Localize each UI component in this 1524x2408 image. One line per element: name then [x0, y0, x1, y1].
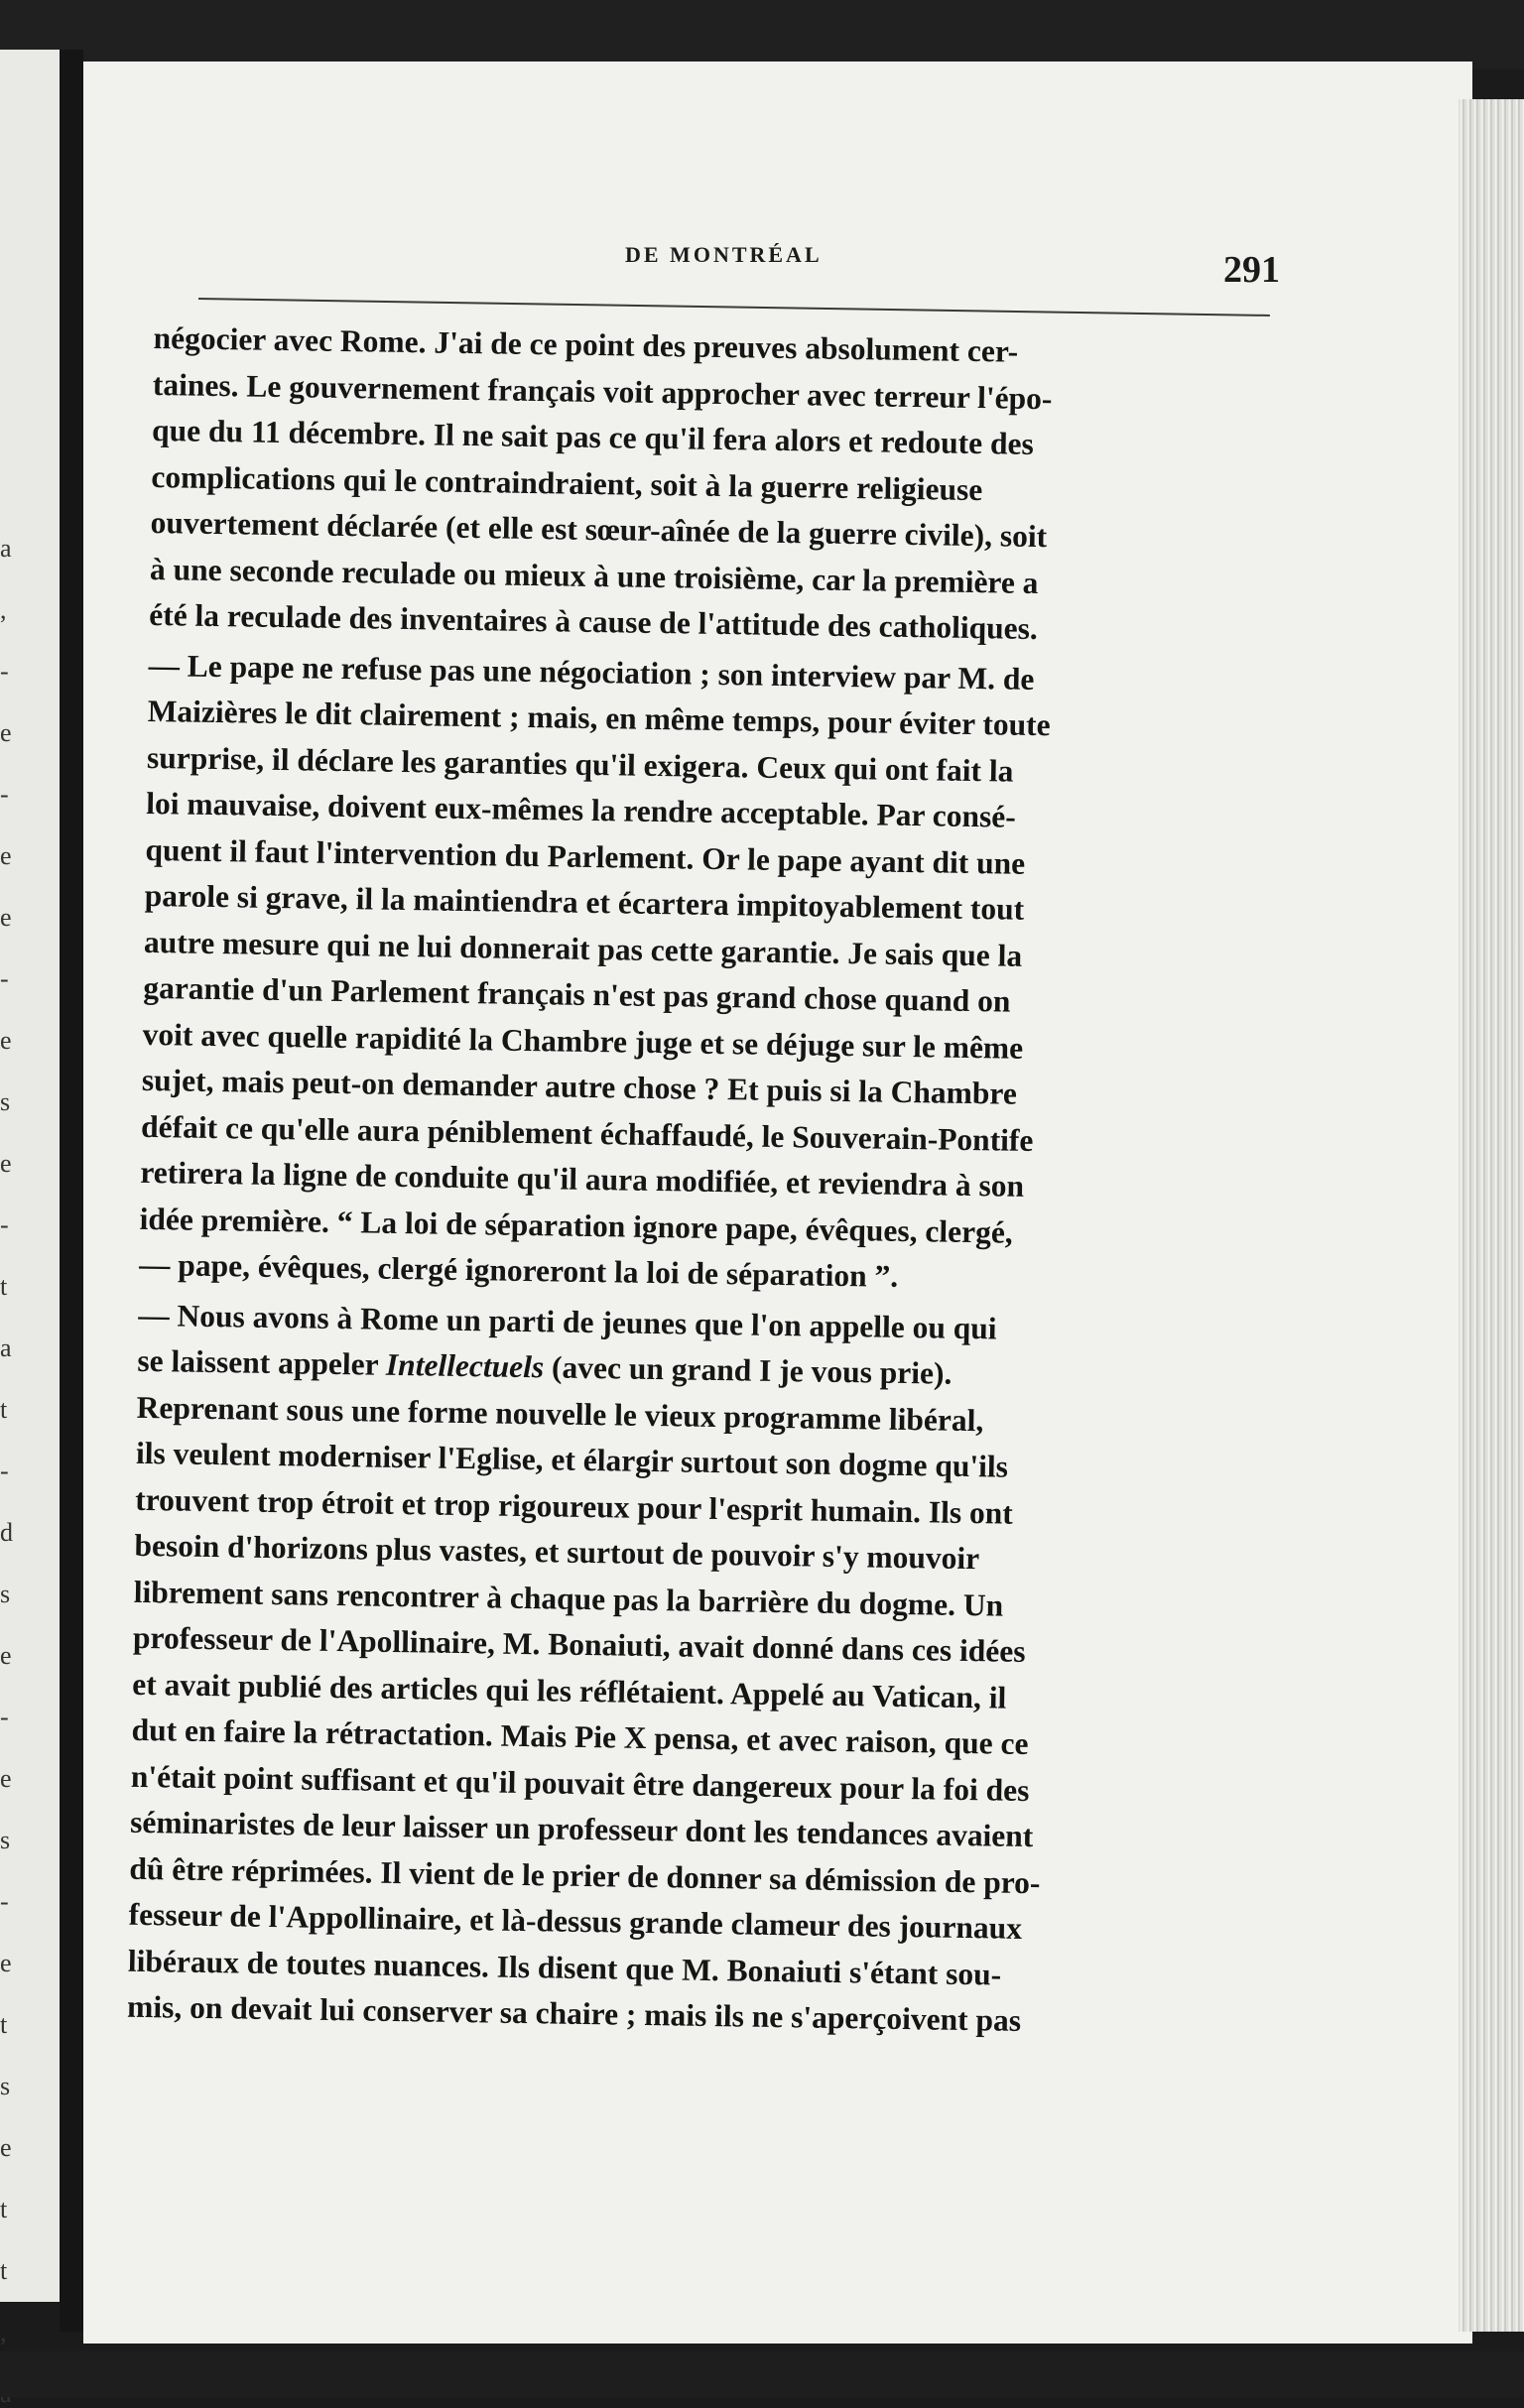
- text-line: se laissent appeler Intellectuels (avec un grand I je vous prie).: [137, 1342, 952, 1391]
- scan-background-top: [0, 0, 1524, 69]
- text-line: négocier avec Rome. J'ai de ce point des preuves absolument cer-: [153, 319, 1019, 369]
- facing-page-margin-char: s: [0, 1580, 11, 1608]
- paragraph: [127, 1292, 1255, 2048]
- facing-page-edge: [0, 50, 60, 2346]
- text-line: que du 11 décembre. Il ne sait pas ce qu'il fera alors et redoute des: [151, 412, 1035, 461]
- facing-page-margin-char: a: [0, 1333, 12, 1362]
- text-line: garantie d'un Parlement français n'est pas grand chose quand on: [143, 969, 1011, 1019]
- text-line: été la reculade des inventaires à cause de l'attitude des catholiques.: [148, 596, 1039, 647]
- running-head: DE MONTRÉAL: [625, 242, 823, 267]
- text-line: libéraux de toutes nuances. Ils disent que M. Bonaiuti s'étant sou-: [127, 1943, 1002, 1992]
- facing-page-margin-char: t: [0, 2256, 8, 2285]
- text-line: dut en faire la rétractation. Mais Pie X pensa, et avec raison, que ce: [131, 1711, 1029, 1762]
- facing-page-margin-char: ,: [0, 595, 7, 624]
- facing-page-margin-char: s: [0, 2072, 11, 2100]
- paragraph: [149, 316, 1270, 656]
- text-line: et avait publié des articles qui les réflétaient. Appelé au Vatican, il: [132, 1666, 1007, 1715]
- facing-page-margin-char: s: [0, 1826, 11, 1854]
- facing-page-margin-char: t: [0, 1395, 8, 1424]
- text-line: dû être réprimées. Il vient de le prier de donner sa démission de pro-: [129, 1850, 1041, 1900]
- facing-page-margin-char: d: [0, 1518, 13, 1547]
- text-line: à une seconde reculade ou mieux à une troisième, car la première a: [149, 551, 1039, 600]
- facing-page-margin-char: -: [0, 780, 9, 809]
- facing-page-margin-char: e: [0, 841, 12, 870]
- text-line: besoin d'horizons plus vastes, et surtout de pouvoir s'y mouvoir: [134, 1527, 980, 1577]
- facing-page-margin-char: e: [0, 718, 12, 747]
- facing-page-margin-char: t: [0, 2010, 8, 2039]
- scan-background-bottom: [0, 2351, 1524, 2397]
- text-line: Maizières le dit clairement ; mais, en même temps, pour éviter toute: [147, 693, 1051, 743]
- facing-page-margin-char: e: [0, 1949, 12, 1977]
- text-line: librement sans rencontrer à chaque pas la barrière du dogme. Un: [133, 1574, 1004, 1623]
- page-header: [189, 228, 1280, 298]
- text-line: ils veulent moderniser l'Eglise, et élargir surtout son dogme qu'ils: [135, 1435, 1009, 1484]
- facing-page-margin-char: ,: [0, 2318, 7, 2346]
- text-line: — Le pape ne refuse pas une négociation ; son interview par M. de: [148, 647, 1035, 697]
- text-line: idée première. “ La loi de séparation ignore pape, évêques, clergé,: [139, 1201, 1013, 1250]
- text-line: parole si grave, il la maintiendra et écartera impitoyablement tout: [144, 877, 1025, 927]
- facing-page-margin-char: s: [0, 1087, 11, 1116]
- text-line: loi mauvaise, doivent eux-mêmes la rendre acceptable. Par consé-: [146, 785, 1017, 834]
- text-line: mis, on devait lui conserver sa chaire ; mais ils ne s'aperçoivent pas: [126, 1988, 1022, 2038]
- facing-page-margin-char: e: [0, 1764, 12, 1793]
- text-line: quent il faut l'intervention du Parlement. Or le pape ayant dit une: [145, 831, 1026, 881]
- italic-term: Intellectuels: [385, 1346, 545, 1385]
- text-line: trouvent trop étroit et trop rigoureux pour l'esprit humain. Ils ont: [134, 1481, 1014, 1531]
- facing-page-margin-char: e: [0, 903, 12, 932]
- facing-page-margin-char: t: [0, 1272, 8, 1301]
- facing-page-margin-char: e: [0, 1149, 12, 1178]
- facing-page-margin-char: -: [0, 1210, 9, 1239]
- facing-page-margin-char: -: [0, 1887, 9, 1916]
- paragraph: [139, 642, 1265, 1306]
- text-line: taines. Le gouvernement français voit approcher avec terreur l'épo-: [152, 366, 1053, 416]
- text-line: — pape, évêques, clergé ignoreront la loi de séparation ”.: [138, 1246, 899, 1294]
- text-line: retirera la ligne de conduite qu'il aura modifiée, et reviendra à son: [140, 1154, 1025, 1204]
- text-line: ouvertement déclarée (et elle est sœur-aînée de la guerre civile), soit: [150, 504, 1048, 555]
- text-line: complications qui le contraindraient, soit à la guerre religieuse: [151, 458, 983, 507]
- body-text: [127, 316, 1270, 2048]
- text-line: surprise, il déclare les garanties qu'il exigera. Ceux qui ont fait la: [146, 739, 1014, 789]
- text-line: n'était point suffisant et qu'il pouvait être dangereux pour la foi des: [130, 1758, 1030, 1808]
- facing-page-margin-char: -: [0, 1703, 9, 1731]
- page-stack-edge: [1459, 99, 1524, 2332]
- facing-page-margin-char: e: [0, 2133, 12, 2162]
- text-line: défait ce qu'elle aura péniblement échaffaudé, le Souverain-Pontife: [140, 1108, 1034, 1158]
- text-line: voit avec quelle rapidité la Chambre juge et se déjuge sur le même: [142, 1016, 1024, 1066]
- text-line: sujet, mais peut-on demander autre chose ? Et puis si la Chambre: [141, 1062, 1018, 1111]
- facing-page-margin-char: -: [0, 657, 9, 686]
- text-line: autre mesure qui ne lui donnerait pas cette garantie. Je sais que la: [143, 924, 1023, 973]
- page-number: 291: [1223, 249, 1280, 291]
- text-line: Reprenant sous une forme nouvelle le vieux programme libéral,: [136, 1389, 984, 1438]
- facing-page-margin-char: a: [0, 534, 12, 563]
- facing-page-margin-char: e: [0, 1026, 12, 1055]
- facing-page-margin-char: e: [0, 1641, 12, 1670]
- text-line: séminaristes de leur laisser un professeur dont les tendances avaient: [129, 1804, 1034, 1854]
- text-line: professeur de l'Apollinaire, M. Bonaiuti, avait donné dans ces idées: [132, 1619, 1026, 1669]
- facing-page-margin-char: t: [0, 2195, 8, 2223]
- book-gutter: [60, 50, 83, 2332]
- text-line: — Nous avons à Rome un parti de jeunes que l'on appelle ou qui: [137, 1297, 997, 1345]
- text-line: fesseur de l'Appollinaire, et là-dessus grande clameur des journaux: [128, 1896, 1023, 1946]
- facing-page-margin-char: -: [0, 1457, 9, 1485]
- facing-page-margin-char: -: [0, 964, 9, 993]
